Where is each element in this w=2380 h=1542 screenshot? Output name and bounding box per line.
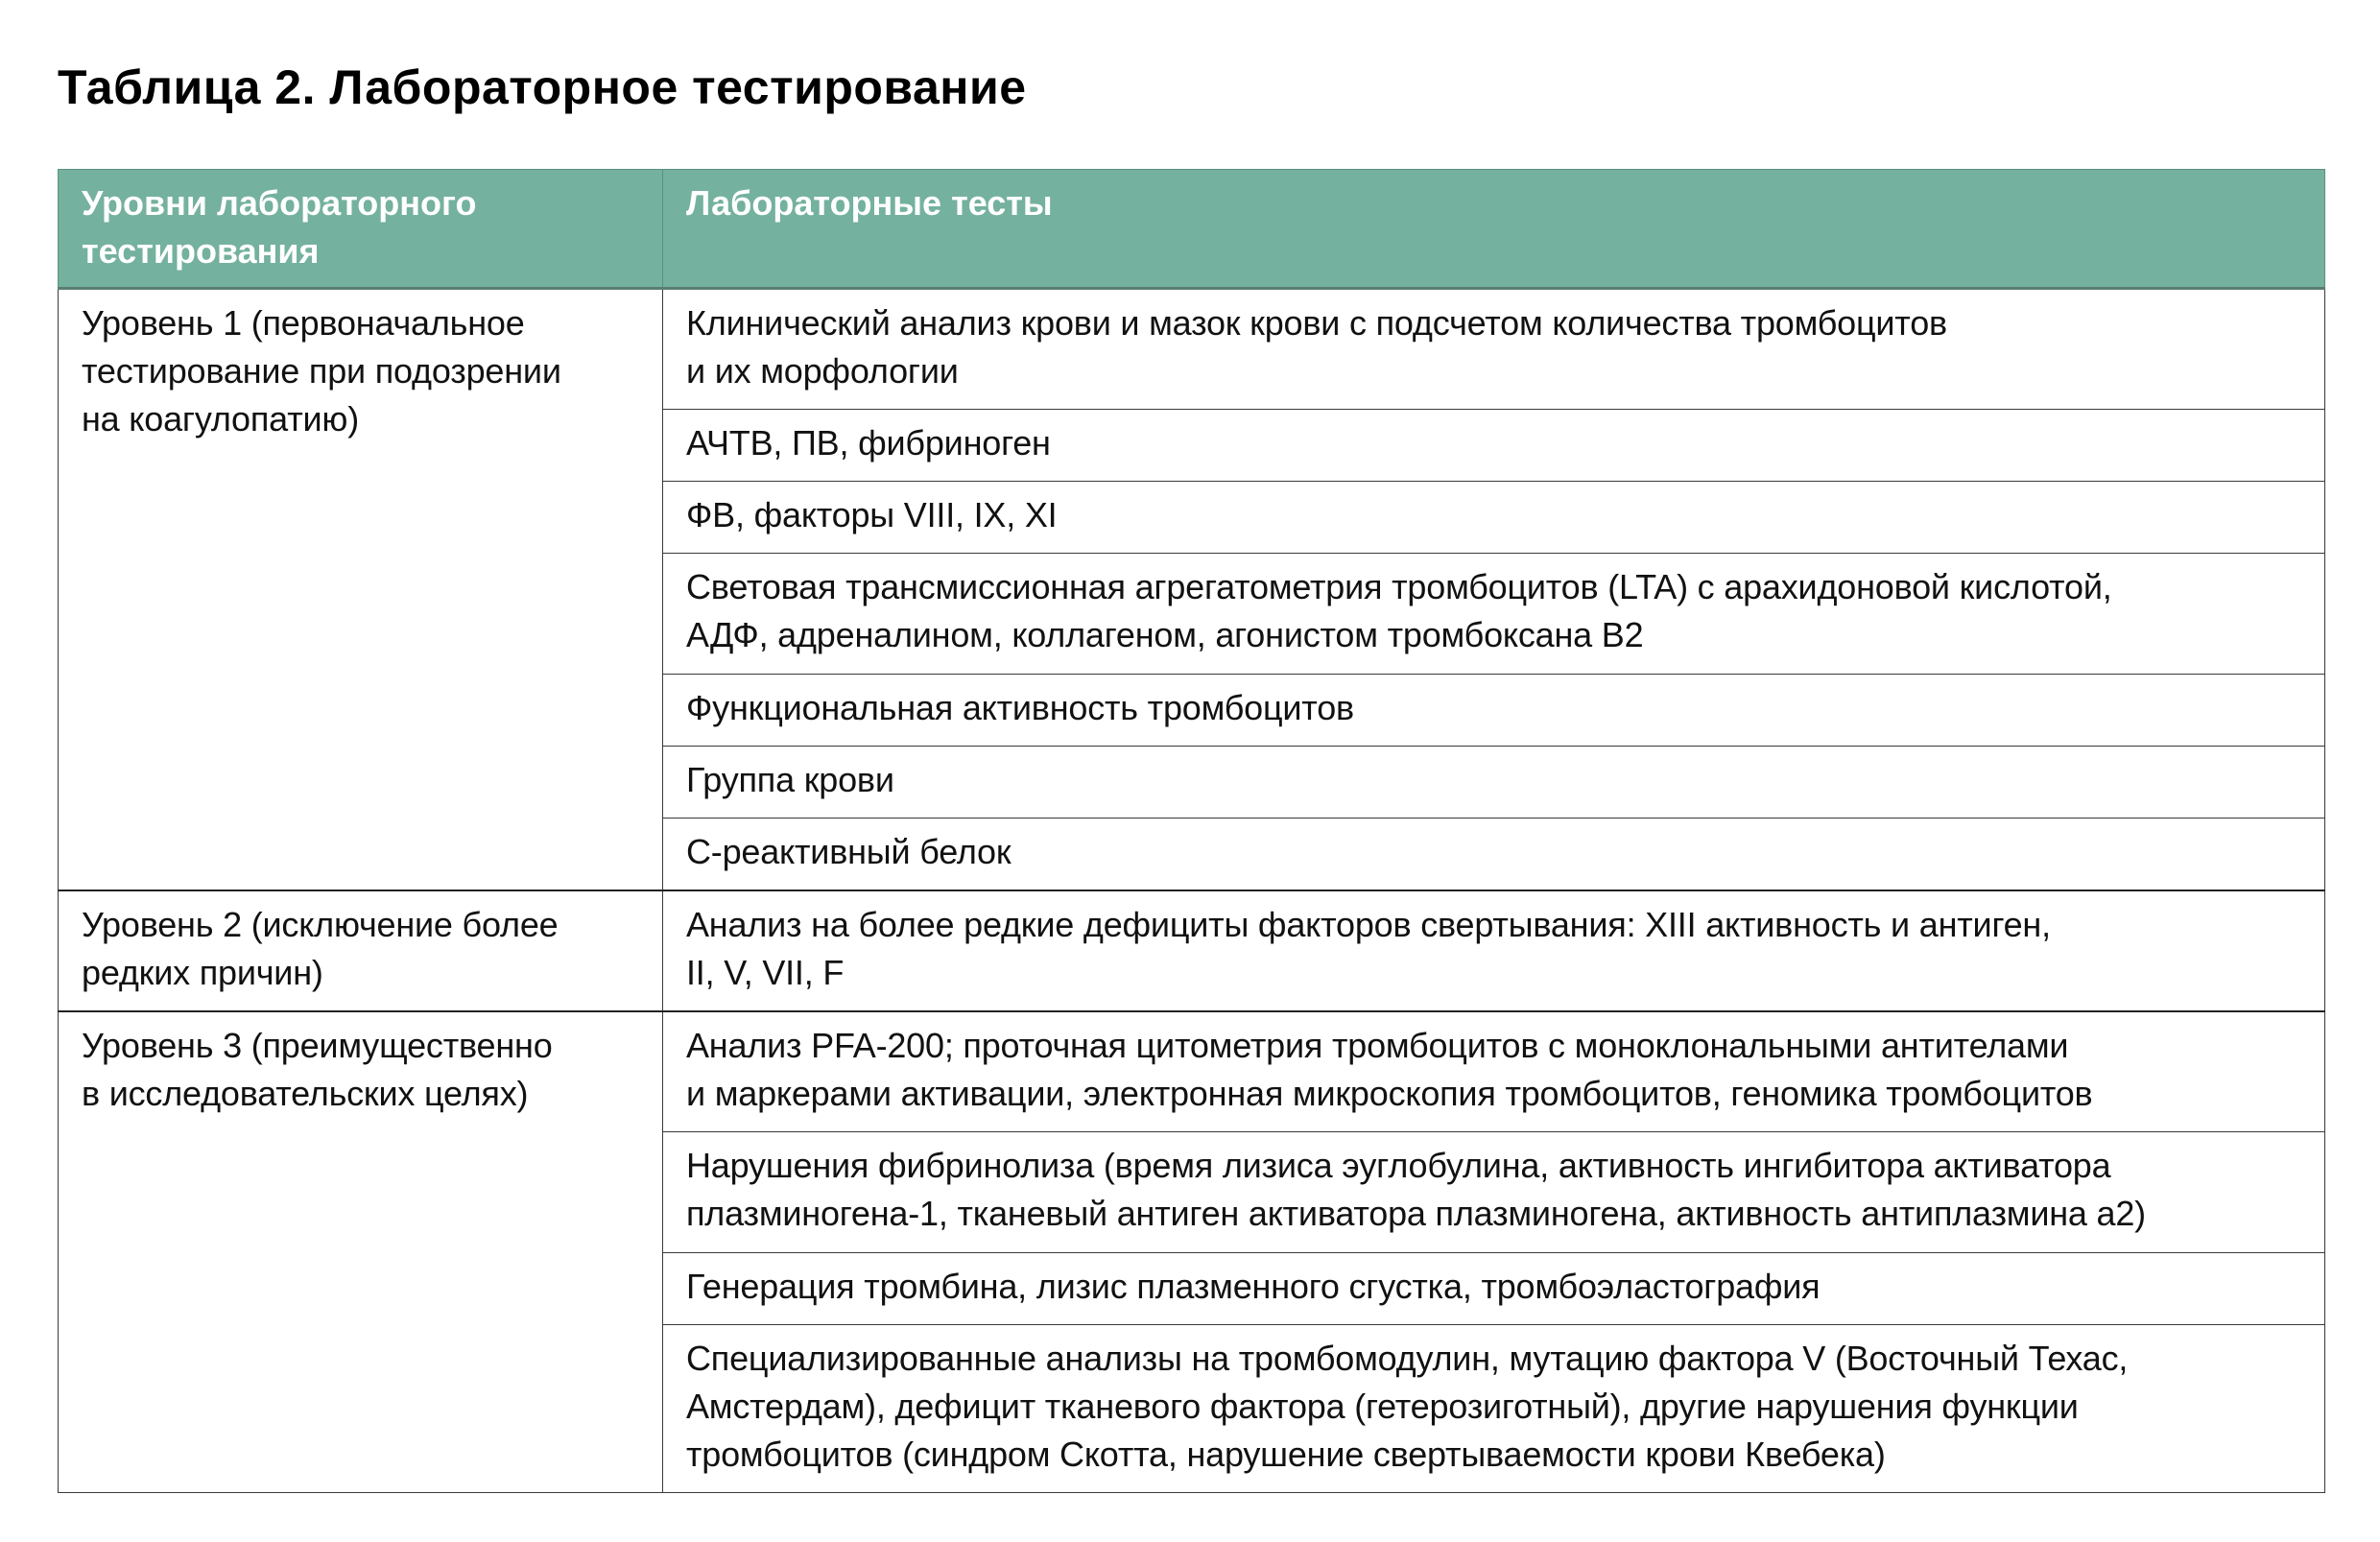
test-cell (663, 1253, 2325, 1325)
test-line: АДФ, адреналином, коллагеном, агонистом тромбоксана B2 (686, 615, 1644, 654)
level-label-line: Уровень 1 (первоначальное (82, 303, 525, 343)
test-cell (663, 1132, 2325, 1253)
header-levels-line: Уровни лабораторного (82, 183, 477, 223)
test-line: Функциональная активность тромбоцитов (686, 688, 1354, 727)
test-line: Нарушения фибринолиза (время лизиса эуглобулина, активность ингибитора активатора (686, 1146, 2111, 1185)
level-label-line: Уровень 3 (преимущественно (82, 1025, 553, 1065)
level-cell (59, 890, 663, 1011)
test-cell (663, 675, 2325, 747)
level-label-line: в исследовательских целях) (82, 1073, 529, 1113)
table-row (59, 890, 2325, 1011)
table-row (59, 289, 2325, 410)
table-header-row (59, 170, 2325, 289)
level-cell (59, 289, 663, 890)
level-cell (59, 1011, 663, 1493)
test-cell (663, 482, 2325, 554)
test-cell (663, 818, 2325, 890)
test-cell (663, 410, 2325, 482)
level-label-line: на коагулопатию) (82, 399, 359, 439)
header-levels (59, 170, 663, 289)
header-tests (663, 170, 2325, 289)
test-cell (663, 554, 2325, 675)
level-label-line: редких причин) (82, 952, 323, 992)
test-line: Группа крови (686, 760, 894, 799)
test-cell (663, 1325, 2325, 1493)
test-line: Анализ на более редкие дефициты факторов свертывания: XIII активность и антиген, (686, 904, 2051, 944)
test-line: Световая трансмиссионная агрегатометрия тромбоцитов (LTA) с арахидоновой кислотой, (686, 567, 2112, 606)
lab-testing-table (58, 169, 2325, 1493)
test-line: С-реактивный белок (686, 832, 1012, 871)
test-cell (663, 747, 2325, 818)
test-line: и их морфологии (686, 351, 959, 391)
test-line: II, V, VII, F (686, 952, 845, 992)
table-title: Таблица 2. Лабораторное тестирование (58, 60, 1027, 114)
level-label-line: Уровень 2 (исключение более (82, 904, 559, 944)
table-row (59, 1011, 2325, 1132)
test-line: АЧТВ, ПВ, фибриноген (686, 423, 1051, 463)
test-line: Клинический анализ крови и мазок крови с подсчетом количества тромбоцитов (686, 303, 1947, 343)
test-cell (663, 289, 2325, 410)
test-line: и маркерами активации, электронная микроскопия тромбоцитов, геномика тромбоцитов (686, 1073, 2093, 1113)
test-cell (663, 890, 2325, 1011)
test-line: Генерация тромбина, лизис плазменного сгустка, тромбоэластография (686, 1267, 1821, 1306)
test-cell (663, 1011, 2325, 1132)
test-line: Специализированные анализы на тромбомодулин, мутацию фактора V (Восточный Техас, (686, 1339, 2129, 1378)
test-line: ФВ, факторы VIII, IX, XI (686, 495, 1058, 534)
test-line: Анализ PFA-200; проточная цитометрия тромбоцитов с моноклональными антителами (686, 1025, 2069, 1065)
header-tests-label: Лабораторные тесты (686, 183, 1053, 223)
test-line: плазминогена-1, тканевый антиген активатора плазминогена, активность антиплазмина a2) (686, 1194, 2146, 1233)
header-levels-line: тестирования (82, 231, 320, 271)
level-label-line: тестирование при подозрении (82, 351, 561, 391)
test-line: тромбоцитов (синдром Скотта, нарушение свертываемости крови Квебека) (686, 1435, 1886, 1474)
test-line: Амстердам), дефицит тканевого фактора (гетерозиготный), другие нарушения функции (686, 1387, 2079, 1426)
